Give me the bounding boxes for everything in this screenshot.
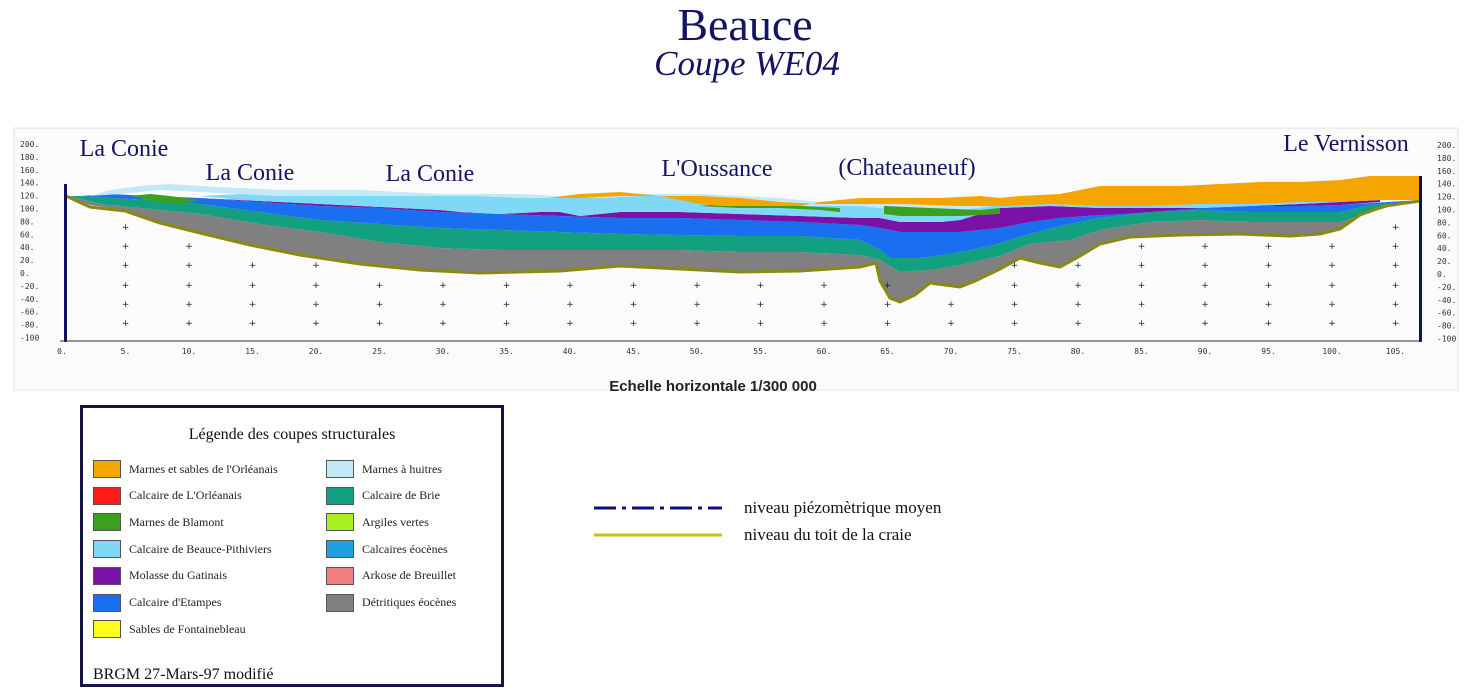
right-axis-bar (1419, 176, 1422, 342)
chalk-plus: + (629, 319, 638, 329)
x-tick: 100. (1322, 347, 1342, 356)
legend-swatch (93, 487, 121, 505)
legend-item-label: Calcaire de Beauce-Pithiviers (129, 541, 272, 556)
chalk-plus: + (1264, 261, 1273, 271)
chalk-plus: + (121, 242, 130, 252)
chalk-plus: + (375, 300, 384, 310)
chalk-plus: + (1391, 242, 1400, 252)
x-tick: 20. (308, 347, 324, 356)
scale-label: Echelle horizontale 1/300 000 (609, 378, 817, 395)
legend-item (93, 594, 221, 612)
y-tick-left: 200. (20, 140, 40, 149)
chalk-plus: + (121, 281, 130, 291)
chalk-plus: + (185, 319, 193, 329)
y-tick-left: 160. (20, 165, 40, 175)
x-tick: 85. (1134, 347, 1149, 356)
legend-item (93, 513, 224, 531)
legend-item (93, 487, 242, 505)
chalk-plus: + (185, 281, 193, 291)
y-tick-left: 20. (20, 256, 35, 266)
chalk-plus: + (185, 300, 193, 310)
dash-dot-line-icon (594, 505, 722, 511)
x-tick: 105. (1385, 347, 1406, 356)
legend-item-label: Sables de Fontainebleau (129, 621, 246, 636)
legend-chalk-roof-label: niveau du toit de la craie (744, 524, 912, 544)
x-tick: 35. (499, 347, 514, 356)
y-tick-left: -40. (20, 294, 40, 304)
legend-item (93, 620, 246, 638)
x-tick: 40. (562, 347, 578, 356)
chalk-plus: + (439, 300, 447, 310)
chalk-plus: + (883, 319, 892, 329)
chalk-plus: + (1264, 300, 1273, 310)
legend-swatch (326, 460, 354, 478)
place-label: La Conie (385, 161, 475, 187)
chalk-plus: + (566, 319, 574, 329)
chalk-plus: + (756, 319, 765, 329)
chalk-plus: + (1137, 242, 1146, 252)
chalk-plus: + (185, 242, 193, 252)
chalk-plus: + (1391, 300, 1400, 310)
legend-swatch (326, 487, 354, 505)
chalk-plus: + (566, 300, 574, 310)
chalk-plus: + (1328, 300, 1336, 310)
legend-swatch (326, 594, 354, 612)
chalk-plus: + (121, 319, 130, 329)
chalk-plus: + (439, 281, 447, 291)
y-tick-right: -40. (1437, 295, 1457, 305)
chalk-plus: + (1074, 261, 1082, 271)
legend-item-label: Arkose de Breuillet (362, 568, 456, 583)
chalk-plus: + (947, 300, 955, 310)
y-tick-left: 80. (20, 217, 35, 227)
x-tick: 60. (816, 347, 832, 356)
x-tick: 55. (753, 347, 768, 356)
chalk-plus: + (1074, 300, 1082, 310)
chalk-plus: + (693, 319, 701, 329)
legend-item-label: Calcaires éocènes (362, 541, 448, 556)
x-tick: 10. (181, 347, 197, 356)
place-label: L'Oussance (661, 156, 773, 182)
x-tick: 30. (435, 347, 451, 356)
source-note: BRGM 27-Mars-97 modifié (93, 666, 274, 683)
legend-piezometric (594, 494, 941, 521)
legend-item-label: Molasse du Gatinais (129, 568, 227, 583)
chalk-plus: + (1010, 300, 1019, 310)
chalk-plus: + (312, 300, 320, 310)
legend-swatch (93, 567, 121, 585)
y-tick-right: 180. (1437, 153, 1457, 163)
y-tick-left: -20. (20, 281, 40, 291)
legend-swatch (326, 567, 354, 585)
y-tick-right: 160. (1437, 166, 1457, 176)
chalk-plus: + (1010, 281, 1019, 291)
chalk-plus: + (121, 300, 130, 310)
x-tick: 5. (120, 347, 131, 356)
legend-swatch (93, 620, 121, 638)
legend-item-label: Calcaire de Brie (362, 488, 440, 503)
chalk-plus: + (375, 281, 384, 291)
x-tick: 65. (880, 347, 895, 356)
y-tick-right: 60. (1437, 231, 1452, 241)
chalk-plus: + (312, 261, 320, 271)
chalk-plus: + (1201, 281, 1209, 291)
legend-swatch (93, 540, 121, 558)
chalk-plus: + (248, 261, 257, 271)
y-tick-left: -100 (20, 333, 40, 343)
legend-swatch (93, 594, 121, 612)
chalk-plus: + (121, 261, 130, 271)
legend-item (326, 513, 429, 531)
x-tick: 75. (1007, 347, 1022, 356)
chalk-plus: + (439, 319, 447, 329)
left-axis-bar (64, 184, 67, 342)
y-tick-left: 100. (20, 204, 40, 214)
chalk-plus: + (1201, 300, 1209, 310)
chalk-plus: + (820, 319, 828, 329)
chalk-plus: + (1264, 281, 1273, 291)
chalk-plus: + (1391, 281, 1400, 291)
chalk-plus: + (1074, 319, 1082, 329)
y-tick-right: 80. (1437, 218, 1452, 228)
legend-item-label: Marnes à huitres (362, 461, 442, 476)
legend-swatch (326, 513, 354, 531)
legend-swatch (326, 540, 354, 558)
legend-piezometric-label: niveau piézomètrique moyen (744, 497, 942, 517)
solid-line-icon (594, 532, 722, 538)
legend-item-label: Détritiques éocènes (362, 595, 457, 609)
chalk-plus: + (756, 300, 765, 310)
legend-item (326, 567, 456, 585)
legend-swatch (93, 513, 121, 531)
chalk-plus: + (1201, 319, 1209, 329)
x-tick: 80. (1070, 347, 1086, 356)
x-tick: 70. (943, 347, 959, 356)
chalk-plus: + (121, 223, 130, 233)
chalk-plus: + (629, 300, 638, 310)
chalk-plus: + (1201, 261, 1209, 271)
x-tick: 90. (1197, 347, 1213, 356)
chalk-plus: + (1264, 319, 1273, 329)
y-tick-right: -60. (1437, 308, 1457, 318)
chalk-plus: + (185, 261, 193, 271)
legend-item-label: Calcaire d'Etampes (129, 595, 222, 609)
chalk-plus: + (1391, 261, 1400, 271)
y-tick-right: -20. (1437, 282, 1457, 292)
legend-swatch (93, 460, 121, 478)
x-tick: 25. (372, 347, 387, 356)
chalk-plus: + (1264, 242, 1273, 252)
chalk-plus: + (883, 281, 892, 291)
chalk-plus: + (1074, 281, 1082, 291)
chalk-plus: + (629, 281, 638, 291)
y-tick-left: 140. (20, 178, 40, 188)
chalk-plus: + (1328, 281, 1336, 291)
legend-item (326, 594, 456, 612)
chalk-plus: + (1137, 319, 1146, 329)
y-tick-right: -100 (1437, 334, 1457, 344)
x-tick: 0. (57, 347, 67, 356)
legend-item (326, 460, 442, 478)
chalk-plus: + (1201, 242, 1209, 252)
chalk-plus: + (1391, 223, 1400, 233)
chalk-plus: + (1137, 261, 1146, 271)
chalk-plus: + (502, 319, 511, 329)
legend-title: Légende des coupes structurales (188, 426, 396, 443)
chalk-plus: + (312, 281, 320, 291)
chalk-plus: + (820, 281, 828, 291)
y-tick-left: 120. (20, 191, 40, 201)
x-tick: 50. (689, 347, 705, 356)
y-tick-right: 20. (1437, 257, 1452, 267)
chalk-plus: + (1328, 242, 1336, 252)
chalk-plus: + (1010, 319, 1019, 329)
chalk-plus: + (883, 300, 892, 310)
y-tick-left: -80. (20, 320, 40, 330)
y-tick-right: 200. (1437, 141, 1457, 150)
y-tick-right: 0. (1437, 270, 1447, 279)
y-tick-right: 40. (1437, 244, 1452, 254)
chalk-plus: + (947, 319, 955, 329)
y-tick-left: 60. (20, 230, 35, 240)
chalk-plus: + (1010, 261, 1019, 271)
chalk-plus: + (566, 281, 574, 291)
legend-item-label: Marnes de Blamont (129, 514, 224, 529)
place-label: (Chateauneuf) (838, 155, 976, 181)
legend-box (80, 405, 504, 687)
chalk-plus: + (502, 300, 511, 310)
lines-legend (594, 494, 941, 548)
legend-item (93, 460, 278, 478)
legend-item-label: Argiles vertes (362, 514, 429, 529)
y-tick-right: -80. (1437, 321, 1457, 331)
chalk-plus: + (1391, 319, 1400, 329)
y-tick-left: 180. (20, 152, 40, 162)
y-tick-left: 0. (20, 269, 30, 278)
chalk-plus: + (248, 300, 257, 310)
y-tick-right: 120. (1437, 192, 1457, 202)
chalk-plus: + (312, 319, 320, 329)
legend-item (326, 540, 448, 558)
legend-chalk-roof (594, 521, 941, 548)
chalk-plus: + (248, 319, 257, 329)
place-label: La Conie (205, 160, 295, 186)
chalk-plus: + (693, 300, 701, 310)
chalk-plus: + (248, 281, 257, 291)
legend-item-label: Calcaire de L'Orléanais (129, 488, 242, 503)
x-tick: 45. (626, 347, 641, 356)
chalk-plus: + (1328, 261, 1336, 271)
x-tick: 95. (1261, 347, 1276, 356)
chalk-plus: + (1137, 300, 1146, 310)
legend-item (93, 567, 227, 585)
legend-item-label: Marnes et sables de l'Orléanais (129, 461, 278, 476)
y-tick-right: 140. (1437, 179, 1457, 189)
x-tick: 15. (245, 347, 260, 356)
chalk-plus: + (502, 281, 511, 291)
y-tick-left: -60. (20, 307, 40, 317)
diagram-subtitle: Coupe WE04 (654, 44, 840, 83)
y-tick-right: 100. (1437, 205, 1457, 215)
chalk-plus: + (375, 319, 384, 329)
legend-item (93, 540, 272, 558)
chalk-plus: + (693, 281, 701, 291)
chalk-plus: + (1328, 319, 1336, 329)
chalk-plus: + (756, 281, 765, 291)
place-label: Le Vernisson (1283, 131, 1409, 157)
chalk-plus: + (820, 300, 828, 310)
place-label: La Conie (79, 136, 169, 162)
legend-item (326, 487, 440, 505)
y-tick-left: 40. (20, 243, 35, 253)
chalk-plus: + (1137, 281, 1146, 291)
diagram-title: Beauce (677, 0, 813, 50)
